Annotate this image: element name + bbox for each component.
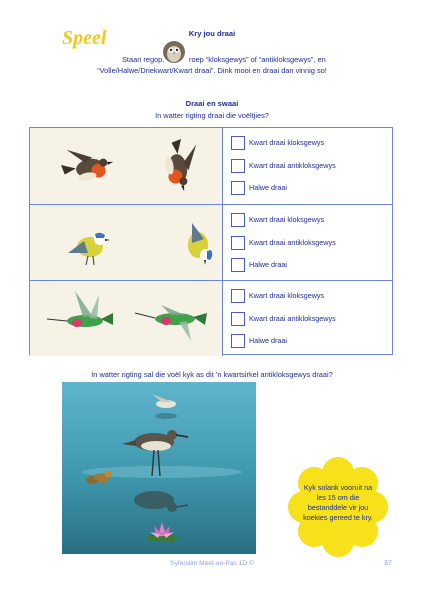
section-title: Draai en swaai bbox=[185, 99, 239, 108]
page-number: 37 bbox=[384, 560, 392, 567]
option-label: Kwart draai antikloksgewys bbox=[249, 161, 336, 170]
robin-birds-image bbox=[30, 128, 223, 204]
option-label: Kwart draai kloksgewys bbox=[249, 291, 325, 300]
checkbox[interactable] bbox=[231, 159, 245, 173]
tit-birds-image bbox=[30, 205, 223, 281]
option-label: Kwart draai kloksgewys bbox=[249, 215, 325, 224]
bird-image-cell bbox=[30, 281, 223, 356]
footer-text: Syferslim Meet-en-Pas 1D © bbox=[170, 560, 254, 567]
option-label: Kwart draai antikloksgewys bbox=[249, 314, 336, 323]
checkbox[interactable] bbox=[231, 136, 245, 150]
sandpiper-water-photo bbox=[62, 382, 256, 554]
checkbox[interactable] bbox=[231, 236, 245, 250]
bird-image-cell bbox=[30, 205, 223, 281]
option-label: Kwart draai kloksgewys bbox=[249, 138, 325, 147]
exercise-row-2 bbox=[30, 204, 392, 281]
hummingbirds-image bbox=[30, 281, 223, 356]
question-2: In watter rigting sal die voël kyk as dit ’n kwartsirkel antikloksgewys draai? bbox=[91, 370, 333, 379]
checkbox[interactable] bbox=[231, 213, 245, 227]
checkbox[interactable] bbox=[231, 334, 245, 348]
option-label: Halwe draai bbox=[249, 183, 287, 192]
option-label: Halwe draai bbox=[249, 260, 287, 269]
checkbox[interactable] bbox=[231, 258, 245, 272]
option-label: Halwe draai bbox=[249, 336, 287, 345]
exercise-grid bbox=[29, 127, 393, 355]
bird-image-cell bbox=[30, 128, 223, 204]
instruction-line-2: “Volle/Halwe/Driekwart/Kwart draai”. Dink mooi en draai dan vinnig so! bbox=[97, 66, 327, 75]
instruction-line-1a: Staan regop, bbox=[122, 55, 165, 64]
option-label: Kwart draai antikloksgewys bbox=[249, 238, 336, 247]
owl-icon bbox=[163, 40, 185, 64]
page-title: Kry jou draai bbox=[188, 29, 236, 38]
checkbox[interactable] bbox=[231, 312, 245, 326]
exercise-row-1 bbox=[30, 128, 392, 204]
checkbox[interactable] bbox=[231, 181, 245, 195]
speel-logo-text: Speel bbox=[62, 27, 107, 49]
exercise-row-3 bbox=[30, 280, 392, 356]
checkbox[interactable] bbox=[231, 289, 245, 303]
flower-note-text: Kyk solank vooruit na les 15 om die bestanddele vir jou koekies gereed te kry. bbox=[303, 483, 373, 522]
section-question: In watter rigting draai die voëltjies? bbox=[155, 111, 269, 120]
instruction-line-1b: roep “kloksgewys” of “antikloksgewys”, en bbox=[189, 55, 326, 64]
